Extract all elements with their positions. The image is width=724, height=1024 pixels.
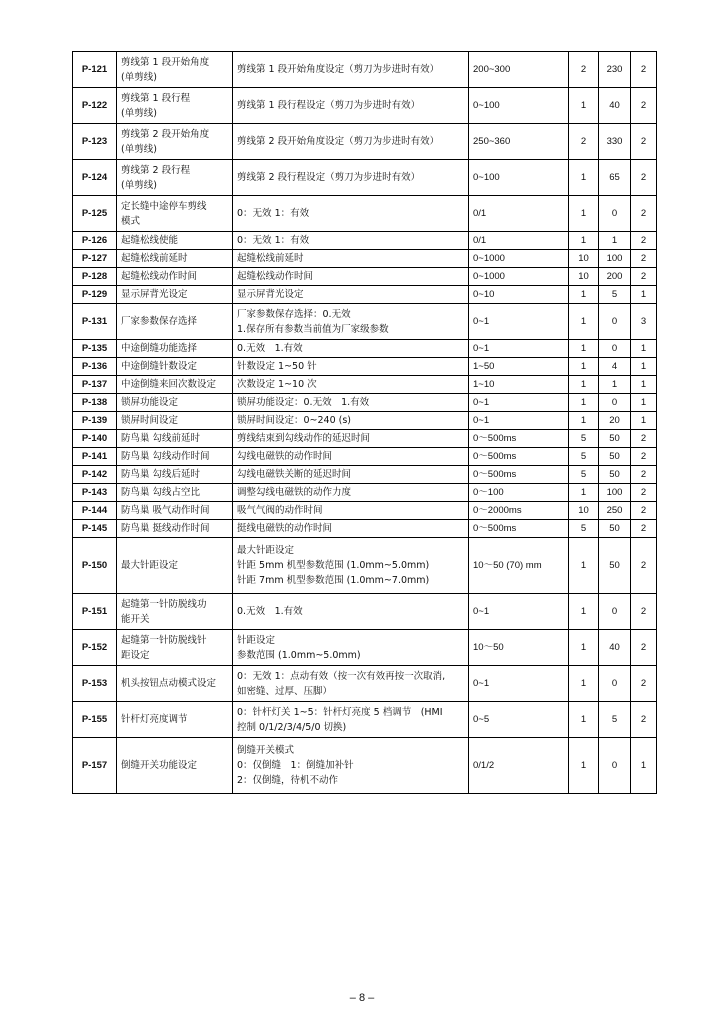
param-name-line: (单剪线) <box>121 179 157 191</box>
param-description-line: 挺线电磁铁的动作时间 <box>237 523 333 534</box>
table-row <box>73 304 657 340</box>
param-name <box>117 630 233 666</box>
param-unit: 1 <box>569 666 599 702</box>
param-name <box>117 358 233 376</box>
param-default: 4 <box>599 358 631 376</box>
param-range: 0~1 <box>469 594 569 630</box>
param-default: 50 <box>599 520 631 538</box>
param-code: P-136 <box>73 358 117 376</box>
param-level: 2 <box>631 702 657 738</box>
param-level: 2 <box>631 448 657 466</box>
param-name <box>117 738 233 794</box>
param-default: 0 <box>599 340 631 358</box>
param-description-line: 0：无效 1：点动有效（按一次有效再按一次取消, <box>237 670 446 682</box>
param-description-line: 显示屏背光设定 <box>237 289 304 300</box>
param-range: 0~100 <box>469 88 569 124</box>
param-unit: 1 <box>569 630 599 666</box>
param-name <box>117 250 233 268</box>
param-default: 50 <box>599 448 631 466</box>
param-name-line: 定长缝中途停车剪线 <box>121 200 207 212</box>
param-range: 250~360 <box>469 124 569 160</box>
param-description <box>233 268 469 286</box>
param-range: 0/1 <box>469 232 569 250</box>
param-description-line: 针距 5mm 机型参数范围 (1.0mm~5.0mm) <box>237 560 430 571</box>
param-description-line: 勾线电磁铁关断的延迟时间 <box>237 469 352 480</box>
param-description-line: 剪线第 1 段行程设定（剪刀为步进时有效） <box>237 100 421 111</box>
param-default: 200 <box>599 268 631 286</box>
param-default: 50 <box>599 430 631 448</box>
param-default: 65 <box>599 160 631 196</box>
param-range: 0～500ms <box>469 520 569 538</box>
param-description-line: 2：仅倒缝，待机不动作 <box>237 775 339 786</box>
param-description <box>233 448 469 466</box>
param-range: 0/1/2 <box>469 738 569 794</box>
parameter-table <box>72 51 657 794</box>
table-row <box>73 520 657 538</box>
param-description-line: 如密缝、过厚、压脚） <box>237 685 333 697</box>
param-code: P-151 <box>73 594 117 630</box>
table-row <box>73 702 657 738</box>
param-description <box>233 520 469 538</box>
param-description <box>233 466 469 484</box>
table-row <box>73 358 657 376</box>
param-unit: 1 <box>569 376 599 394</box>
param-level: 2 <box>631 502 657 520</box>
param-description <box>233 394 469 412</box>
param-description-line: 起缝松线动作时间 <box>237 271 314 282</box>
param-level: 1 <box>631 286 657 304</box>
table-row <box>73 666 657 702</box>
param-code: P-124 <box>73 160 117 196</box>
param-name-line: 厂家参数保存选择 <box>121 316 198 327</box>
param-code: P-155 <box>73 702 117 738</box>
param-name-line: 锁屏时间设定 <box>121 415 179 426</box>
param-description <box>233 484 469 502</box>
param-default: 0 <box>599 394 631 412</box>
param-unit: 1 <box>569 88 599 124</box>
param-description <box>233 52 469 88</box>
param-default: 1 <box>599 376 631 394</box>
param-name-line: 针杆灯亮度调节 <box>121 714 188 725</box>
param-name-line: 距设定 <box>121 649 150 661</box>
param-code: P-141 <box>73 448 117 466</box>
param-default: 40 <box>599 630 631 666</box>
param-name-line: 中途倒缝功能选择 <box>121 343 198 354</box>
table-row <box>73 484 657 502</box>
param-name-line: 机头按钮点动模式设定 <box>121 678 217 689</box>
param-unit: 2 <box>569 52 599 88</box>
param-range: 0/1 <box>469 196 569 232</box>
param-name <box>117 448 233 466</box>
param-name <box>117 394 233 412</box>
param-name-line: 起缝松线动作时间 <box>121 271 198 282</box>
param-name <box>117 484 233 502</box>
param-default: 330 <box>599 124 631 160</box>
param-description <box>233 358 469 376</box>
param-range: 0~1000 <box>469 250 569 268</box>
parameter-table-body <box>73 52 657 794</box>
param-level: 1 <box>631 738 657 794</box>
param-name <box>117 304 233 340</box>
param-name <box>117 594 233 630</box>
param-description <box>233 702 469 738</box>
param-name-line: 剪线第 1 段开始角度 <box>121 56 210 68</box>
param-code: P-129 <box>73 286 117 304</box>
param-name-line: 防鸟巢 吸气动作时间 <box>121 505 210 516</box>
param-name-line: 防鸟巢 挺线动作时间 <box>121 523 210 534</box>
param-code: P-131 <box>73 304 117 340</box>
param-level: 2 <box>631 232 657 250</box>
param-unit: 5 <box>569 520 599 538</box>
param-unit: 5 <box>569 466 599 484</box>
param-unit: 1 <box>569 702 599 738</box>
param-name <box>117 502 233 520</box>
param-name-line: 剪线第 2 段行程 <box>121 164 191 176</box>
param-default: 0 <box>599 738 631 794</box>
param-unit: 1 <box>569 358 599 376</box>
table-row <box>73 196 657 232</box>
param-range: 1~10 <box>469 376 569 394</box>
param-code: P-121 <box>73 52 117 88</box>
param-level: 2 <box>631 268 657 286</box>
param-code: P-123 <box>73 124 117 160</box>
table-row <box>73 394 657 412</box>
param-description-line: 0.无效 1.有效 <box>237 606 303 617</box>
param-description <box>233 232 469 250</box>
param-level: 2 <box>631 88 657 124</box>
param-description-line: 厂家参数保存选择：0.无效 <box>237 308 351 320</box>
param-description <box>233 250 469 268</box>
param-default: 0 <box>599 304 631 340</box>
param-range: 0~5 <box>469 702 569 738</box>
param-default: 100 <box>599 484 631 502</box>
param-unit: 5 <box>569 430 599 448</box>
param-level: 3 <box>631 304 657 340</box>
param-level: 2 <box>631 466 657 484</box>
param-name-line: 中途倒缝来回次数设定 <box>121 379 217 390</box>
param-code: P-157 <box>73 738 117 794</box>
param-description-line: 0：仅倒缝 1：倒缝加补针 <box>237 760 354 771</box>
param-name <box>117 88 233 124</box>
param-default: 0 <box>599 666 631 702</box>
param-code: P-126 <box>73 232 117 250</box>
param-code: P-135 <box>73 340 117 358</box>
param-name <box>117 430 233 448</box>
param-unit: 1 <box>569 196 599 232</box>
param-level: 2 <box>631 666 657 702</box>
param-name-line: 模式 <box>121 215 141 227</box>
param-name <box>117 52 233 88</box>
param-level: 1 <box>631 412 657 430</box>
param-default: 0 <box>599 594 631 630</box>
param-range: 0～500ms <box>469 448 569 466</box>
param-level: 2 <box>631 250 657 268</box>
param-unit: 1 <box>569 538 599 594</box>
param-name <box>117 286 233 304</box>
param-unit: 1 <box>569 484 599 502</box>
param-code: P-128 <box>73 268 117 286</box>
param-code: P-143 <box>73 484 117 502</box>
param-level: 2 <box>631 630 657 666</box>
param-name-line: 倒缝开关功能设定 <box>121 760 198 771</box>
param-name-line: 剪线第 1 段行程 <box>121 92 191 104</box>
param-description <box>233 196 469 232</box>
param-description <box>233 286 469 304</box>
param-name-line: 起缝松线使能 <box>121 235 179 246</box>
param-name <box>117 466 233 484</box>
param-default: 50 <box>599 466 631 484</box>
page-number: – 8 – <box>349 992 375 1004</box>
table-row <box>73 630 657 666</box>
param-name-line: 能开关 <box>121 613 150 625</box>
param-code: P-144 <box>73 502 117 520</box>
table-row <box>73 430 657 448</box>
param-name-line: 显示屏背光设定 <box>121 289 188 300</box>
param-description-line: 倒缝开关模式 <box>237 745 295 756</box>
param-name <box>117 412 233 430</box>
param-default: 250 <box>599 502 631 520</box>
table-row <box>73 340 657 358</box>
table-row <box>73 124 657 160</box>
param-unit: 2 <box>569 124 599 160</box>
param-description-line: 剪线结束到勾线动作的延迟时间 <box>237 433 371 444</box>
table-row <box>73 232 657 250</box>
param-range: 0~1 <box>469 394 569 412</box>
param-unit: 1 <box>569 160 599 196</box>
param-range: 0~1000 <box>469 268 569 286</box>
param-code: P-140 <box>73 430 117 448</box>
param-description-line: 0：针杆灯关 1~5：针杆灯亮度 5 档调节 (HMI <box>237 706 443 718</box>
param-description-line: 最大针距设定 <box>237 545 295 556</box>
param-level: 2 <box>631 430 657 448</box>
param-name-line: 防鸟巢 勾线前延时 <box>121 433 201 444</box>
param-range: 10～50 (70) mm <box>469 538 569 594</box>
param-default: 230 <box>599 52 631 88</box>
param-unit: 1 <box>569 412 599 430</box>
table-row <box>73 160 657 196</box>
param-description <box>233 88 469 124</box>
param-range: 0～500ms <box>469 430 569 448</box>
param-name-line: 防鸟巢 勾线动作时间 <box>121 451 210 462</box>
param-name <box>117 232 233 250</box>
param-description-line: 针距设定 <box>237 634 276 646</box>
param-range: 0~10 <box>469 286 569 304</box>
table-row <box>73 448 657 466</box>
param-name-line: 剪线第 2 段开始角度 <box>121 128 210 140</box>
param-name <box>117 268 233 286</box>
param-name <box>117 520 233 538</box>
table-row <box>73 594 657 630</box>
param-range: 0~100 <box>469 160 569 196</box>
param-description-line: 0：无效 1：有效 <box>237 208 310 219</box>
param-name <box>117 196 233 232</box>
param-code: P-150 <box>73 538 117 594</box>
param-description-line: 剪线第 2 段开始角度设定（剪刀为步进时有效） <box>237 136 440 147</box>
table-row <box>73 52 657 88</box>
param-name-line: 中途倒缝针数设定 <box>121 361 198 372</box>
param-description-line: 次数设定 1~10 次 <box>237 379 317 390</box>
table-row <box>73 738 657 794</box>
param-description <box>233 160 469 196</box>
param-default: 20 <box>599 412 631 430</box>
param-unit: 10 <box>569 250 599 268</box>
param-description <box>233 430 469 448</box>
param-description <box>233 738 469 794</box>
table-row <box>73 466 657 484</box>
param-range: 10～50 <box>469 630 569 666</box>
table-row <box>73 268 657 286</box>
param-description-line: 0.无效 1.有效 <box>237 343 303 354</box>
param-default: 40 <box>599 88 631 124</box>
param-code: P-138 <box>73 394 117 412</box>
param-name <box>117 340 233 358</box>
param-description <box>233 630 469 666</box>
param-description <box>233 376 469 394</box>
param-description <box>233 412 469 430</box>
param-name-line: 防鸟巢 勾线后延时 <box>121 469 201 480</box>
param-description-line: 1.保存所有参数当前值为厂家级参数 <box>237 323 389 335</box>
param-description-line: 锁屏时间设定：0~240 (s) <box>237 415 352 426</box>
param-level: 2 <box>631 160 657 196</box>
param-unit: 1 <box>569 232 599 250</box>
table-row <box>73 502 657 520</box>
param-default: 100 <box>599 250 631 268</box>
param-description <box>233 666 469 702</box>
param-name-line: (单剪线) <box>121 107 157 119</box>
param-description-line: 剪线第 1 段开始角度设定（剪刀为步进时有效） <box>237 64 440 75</box>
param-unit: 1 <box>569 286 599 304</box>
param-name <box>117 666 233 702</box>
param-code: P-122 <box>73 88 117 124</box>
param-description <box>233 304 469 340</box>
param-range: 0~1 <box>469 340 569 358</box>
param-level: 1 <box>631 376 657 394</box>
param-name-line: 起缝第一针防脱线针 <box>121 634 207 646</box>
param-description-line: 起缝松线前延时 <box>237 253 304 264</box>
param-code: P-125 <box>73 196 117 232</box>
param-default: 5 <box>599 286 631 304</box>
table-row <box>73 376 657 394</box>
param-unit: 1 <box>569 304 599 340</box>
param-description <box>233 340 469 358</box>
param-name-line: 起缝松线前延时 <box>121 253 188 264</box>
param-level: 1 <box>631 394 657 412</box>
param-description-line: 控制 0/1/2/3/4/5/0 切换) <box>237 721 347 733</box>
param-range: 0~1 <box>469 666 569 702</box>
param-range: 0～2000ms <box>469 502 569 520</box>
param-code: P-145 <box>73 520 117 538</box>
param-name <box>117 538 233 594</box>
param-name-line: 防鸟巢 勾线占空比 <box>121 487 201 498</box>
param-default: 50 <box>599 538 631 594</box>
param-range: 1~50 <box>469 358 569 376</box>
param-range: 0～500ms <box>469 466 569 484</box>
param-name <box>117 376 233 394</box>
param-description-line: 锁屏功能设定：0.无效 1.有效 <box>237 397 370 408</box>
table-row <box>73 412 657 430</box>
param-range: 0~1 <box>469 304 569 340</box>
param-unit: 10 <box>569 502 599 520</box>
param-description <box>233 124 469 160</box>
param-name-line: (单剪线) <box>121 143 157 155</box>
param-description <box>233 594 469 630</box>
param-range: 200~300 <box>469 52 569 88</box>
param-description-line: 勾线电磁铁的动作时间 <box>237 451 333 462</box>
param-name-line: (单剪线) <box>121 71 157 83</box>
param-code: P-142 <box>73 466 117 484</box>
param-description-line: 针距 7mm 机型参数范围 (1.0mm~7.0mm) <box>237 575 430 586</box>
param-default: 1 <box>599 232 631 250</box>
param-code: P-139 <box>73 412 117 430</box>
table-row <box>73 538 657 594</box>
param-default: 5 <box>599 702 631 738</box>
param-unit: 5 <box>569 448 599 466</box>
table-row <box>73 286 657 304</box>
param-level: 2 <box>631 484 657 502</box>
param-level: 2 <box>631 124 657 160</box>
param-unit: 1 <box>569 394 599 412</box>
param-range: 0～100 <box>469 484 569 502</box>
table-row <box>73 88 657 124</box>
param-unit: 1 <box>569 340 599 358</box>
param-description-line: 0：无效 1：有效 <box>237 235 310 246</box>
param-unit: 1 <box>569 594 599 630</box>
param-description-line: 针数设定 1~50 针 <box>237 361 317 372</box>
param-level: 2 <box>631 196 657 232</box>
param-description <box>233 502 469 520</box>
param-name-line: 最大针距设定 <box>121 560 179 571</box>
param-name <box>117 160 233 196</box>
param-description-line: 剪线第 2 段行程设定（剪刀为步进时有效） <box>237 172 421 183</box>
param-description-line: 参数范围 (1.0mm~5.0mm) <box>237 649 361 661</box>
param-code: P-127 <box>73 250 117 268</box>
param-name <box>117 702 233 738</box>
param-default: 0 <box>599 196 631 232</box>
table-row <box>73 250 657 268</box>
param-range: 0~1 <box>469 412 569 430</box>
param-unit: 10 <box>569 268 599 286</box>
param-level: 2 <box>631 52 657 88</box>
param-code: P-137 <box>73 376 117 394</box>
param-name-line: 起缝第一针防脱线功 <box>121 598 207 610</box>
param-description <box>233 538 469 594</box>
param-level: 1 <box>631 340 657 358</box>
param-code: P-152 <box>73 630 117 666</box>
param-unit: 1 <box>569 738 599 794</box>
param-name <box>117 124 233 160</box>
param-description-line: 调整勾线电磁铁的动作力度 <box>237 487 352 498</box>
param-level: 2 <box>631 520 657 538</box>
param-name-line: 锁屏功能设定 <box>121 397 179 408</box>
param-level: 1 <box>631 358 657 376</box>
param-level: 2 <box>631 538 657 594</box>
param-description-line: 吸气气阀的动作时间 <box>237 505 323 516</box>
param-code: P-153 <box>73 666 117 702</box>
param-level: 2 <box>631 594 657 630</box>
